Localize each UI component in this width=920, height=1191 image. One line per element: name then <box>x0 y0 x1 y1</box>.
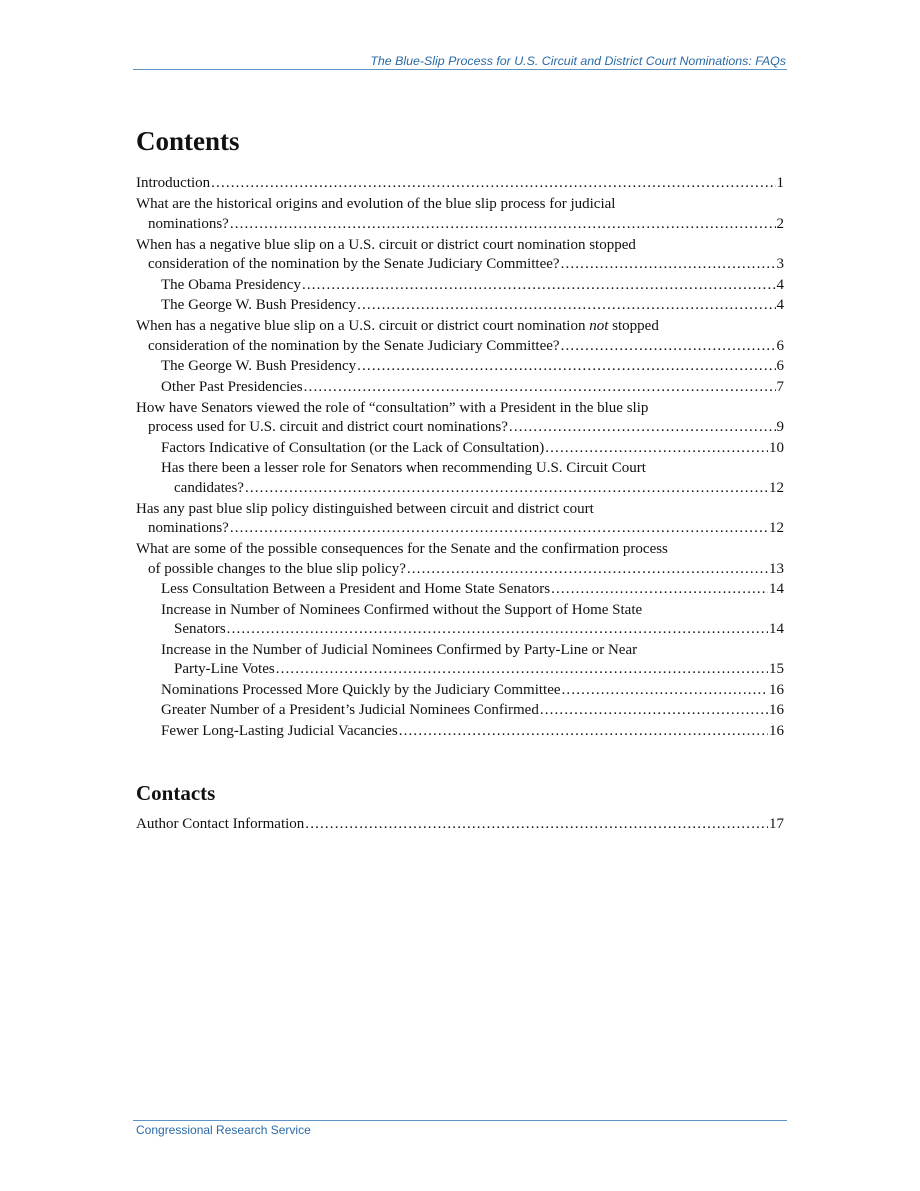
toc-entry-text: Greater Number of a President’s Judicial Nominees Confirmed <box>161 702 539 718</box>
toc-entry-title-line <box>136 479 784 499</box>
toc-entry-text: Introduction <box>136 175 211 191</box>
toc-entry-emphasis: not <box>589 318 609 334</box>
toc-entry[interactable] <box>136 317 784 356</box>
toc-entry-text: Other Past Presidencies <box>161 378 303 395</box>
toc-page-number: 16 <box>769 681 784 698</box>
dot-leader <box>304 378 776 398</box>
toc-entry[interactable] <box>136 439 784 459</box>
footer-organization: Congressional Research Service <box>136 1123 311 1137</box>
dot-leader <box>276 660 768 680</box>
dot-leader <box>305 815 768 835</box>
toc-entry-title-line: Has there been a lesser role for Senators when recommending U.S. Circuit Court <box>161 460 646 476</box>
dot-leader <box>399 722 768 742</box>
toc-entry-title-line: How have Senators viewed the role of “consultation” with a President in the blue slip <box>136 399 649 416</box>
toc-entry-text: consideration of the nomination by the Senate Judiciary Committee? <box>148 256 560 272</box>
toc-entry[interactable] <box>136 681 784 701</box>
toc-entry-title-line <box>136 701 784 721</box>
toc-page-number: 15 <box>769 661 784 677</box>
dot-leader <box>407 560 768 580</box>
header-rule <box>133 69 787 70</box>
toc-entry-text: nominations? <box>148 215 229 232</box>
toc-page-number: 9 <box>776 419 784 435</box>
toc-entry[interactable] <box>136 500 784 539</box>
toc-entry-title-line <box>136 660 784 680</box>
toc-page-number: 6 <box>776 358 784 374</box>
contacts-list <box>136 815 784 835</box>
toc-entry[interactable] <box>136 174 784 194</box>
toc-entry-text: candidates? <box>174 479 244 496</box>
toc-entry[interactable] <box>136 641 784 680</box>
toc-entry-title-line: What are the historical origins and evolution of the blue slip process for judicial <box>136 196 616 212</box>
dot-leader <box>357 357 775 377</box>
toc-page-number: 6 <box>776 337 784 354</box>
running-header-title: The Blue-Slip Process for U.S. Circuit and District Court Nominations: FAQs <box>370 54 786 68</box>
footer-rule <box>133 1120 787 1121</box>
table-of-contents <box>136 174 784 741</box>
toc-page-number: 17 <box>769 816 784 832</box>
dot-leader <box>562 681 768 701</box>
toc-entry-title-line <box>136 560 784 580</box>
toc-entry[interactable] <box>136 236 784 275</box>
toc-entry-title-line <box>136 255 784 275</box>
toc-page-number: 4 <box>776 297 784 313</box>
toc-page-number: 1 <box>776 175 784 191</box>
toc-entry-title-line <box>136 215 784 235</box>
toc-entry-title-line <box>136 681 784 701</box>
dot-leader <box>551 580 768 600</box>
toc-entry[interactable] <box>136 701 784 721</box>
toc-entry[interactable] <box>136 276 784 296</box>
toc-page-number: 14 <box>769 621 784 637</box>
toc-entry-text: stopped <box>608 318 659 334</box>
toc-entry-title-line: What are some of the possible consequences for the Senate and the confirmation process <box>136 541 668 557</box>
toc-page-number: 12 <box>769 479 784 496</box>
dot-leader <box>227 620 768 640</box>
toc-entry[interactable] <box>136 378 784 398</box>
toc-entry-text: Fewer Long-Lasting Judicial Vacancies <box>161 722 398 739</box>
toc-entry-text: The George W. Bush Presidency <box>161 358 357 374</box>
toc-entry-text: The Obama Presidency <box>161 276 301 293</box>
toc-entry[interactable] <box>136 459 784 498</box>
toc-entry-title-line <box>136 317 784 337</box>
dot-leader <box>302 276 776 296</box>
toc-entry-text: When has a negative blue slip on a U.S. circuit or district court nomination <box>136 318 590 334</box>
toc-entry-text: Factors Indicative of Consultation (or the Lack of Consultation) <box>161 439 545 456</box>
toc-page-number: 7 <box>776 378 784 395</box>
toc-entry[interactable] <box>136 296 784 316</box>
dot-leader <box>230 519 768 539</box>
toc-entry-title-line <box>136 378 784 398</box>
toc-entry[interactable] <box>136 580 784 600</box>
toc-entry-title-line: Increase in Number of Nominees Confirmed without the Support of Home State <box>161 601 643 618</box>
toc-entry-text: Nominations Processed More Quickly by the Judiciary Committee <box>161 681 561 698</box>
toc-entry[interactable] <box>136 399 784 438</box>
toc-entry-text: Party-Line Votes <box>174 661 275 677</box>
toc-entry[interactable] <box>136 195 784 234</box>
toc-entry-title-line <box>136 815 784 835</box>
dot-leader <box>509 418 776 438</box>
dot-leader <box>561 255 776 275</box>
toc-entry-title-line <box>136 357 784 377</box>
toc-entry-text: Senators <box>174 621 226 637</box>
toc-entry[interactable] <box>136 815 784 835</box>
toc-page-number: 12 <box>769 520 784 536</box>
toc-entry[interactable] <box>136 722 784 742</box>
toc-entry-text: Less Consultation Between a President and Home State Senators <box>161 581 551 597</box>
dot-leader <box>540 701 768 721</box>
toc-entry-title-line <box>136 722 784 742</box>
toc-entry-text: process used for U.S. circuit and district court nominations? <box>148 419 508 435</box>
toc-entry-title-line <box>136 620 784 640</box>
dot-leader <box>230 215 776 235</box>
toc-page-number: 16 <box>769 722 784 739</box>
toc-entry-text: of possible changes to the blue slip policy? <box>148 560 406 577</box>
toc-entry[interactable] <box>136 601 784 640</box>
toc-entry-text: nominations? <box>148 520 229 536</box>
dot-leader <box>561 337 776 357</box>
toc-entry-title-line: When has a negative blue slip on a U.S. circuit or district court nomination stopped <box>136 236 636 253</box>
toc-page-number: 2 <box>776 215 784 232</box>
toc-entry-title-line <box>136 276 784 296</box>
dot-leader <box>211 174 775 194</box>
toc-entry-title-line: Increase in the Number of Judicial Nominees Confirmed by Party-Line or Near <box>161 641 638 658</box>
toc-page-number: 13 <box>769 560 784 577</box>
toc-page-number: 16 <box>769 702 784 718</box>
toc-page-number: 10 <box>769 439 784 456</box>
toc-page-number: 3 <box>776 256 784 272</box>
contacts-heading: Contacts <box>136 781 216 805</box>
toc-entry-title-line <box>136 580 784 600</box>
toc-entry-title-line <box>136 296 784 316</box>
toc-entry-title-line <box>136 337 784 357</box>
dot-leader <box>245 479 768 499</box>
toc-entry-title-line: Has any past blue slip policy distinguished between circuit and district court <box>136 500 594 517</box>
toc-entry-title-line <box>136 519 784 539</box>
dot-leader <box>357 296 775 316</box>
contents-heading: Contents <box>136 126 240 156</box>
toc-entry-title-line <box>136 418 784 438</box>
toc-entry-text: consideration of the nomination by the Senate Judiciary Committee? <box>148 337 560 354</box>
toc-entry-text: The George W. Bush Presidency <box>161 297 357 313</box>
dot-leader <box>545 439 768 459</box>
toc-page-number: 4 <box>776 276 784 293</box>
toc-page-number: 14 <box>769 581 784 597</box>
toc-entry[interactable] <box>136 540 784 579</box>
toc-entry-title-line <box>136 439 784 459</box>
toc-entry-text: Author Contact Information <box>136 816 305 832</box>
toc-entry[interactable] <box>136 357 784 377</box>
toc-entry-title-line <box>136 174 784 194</box>
